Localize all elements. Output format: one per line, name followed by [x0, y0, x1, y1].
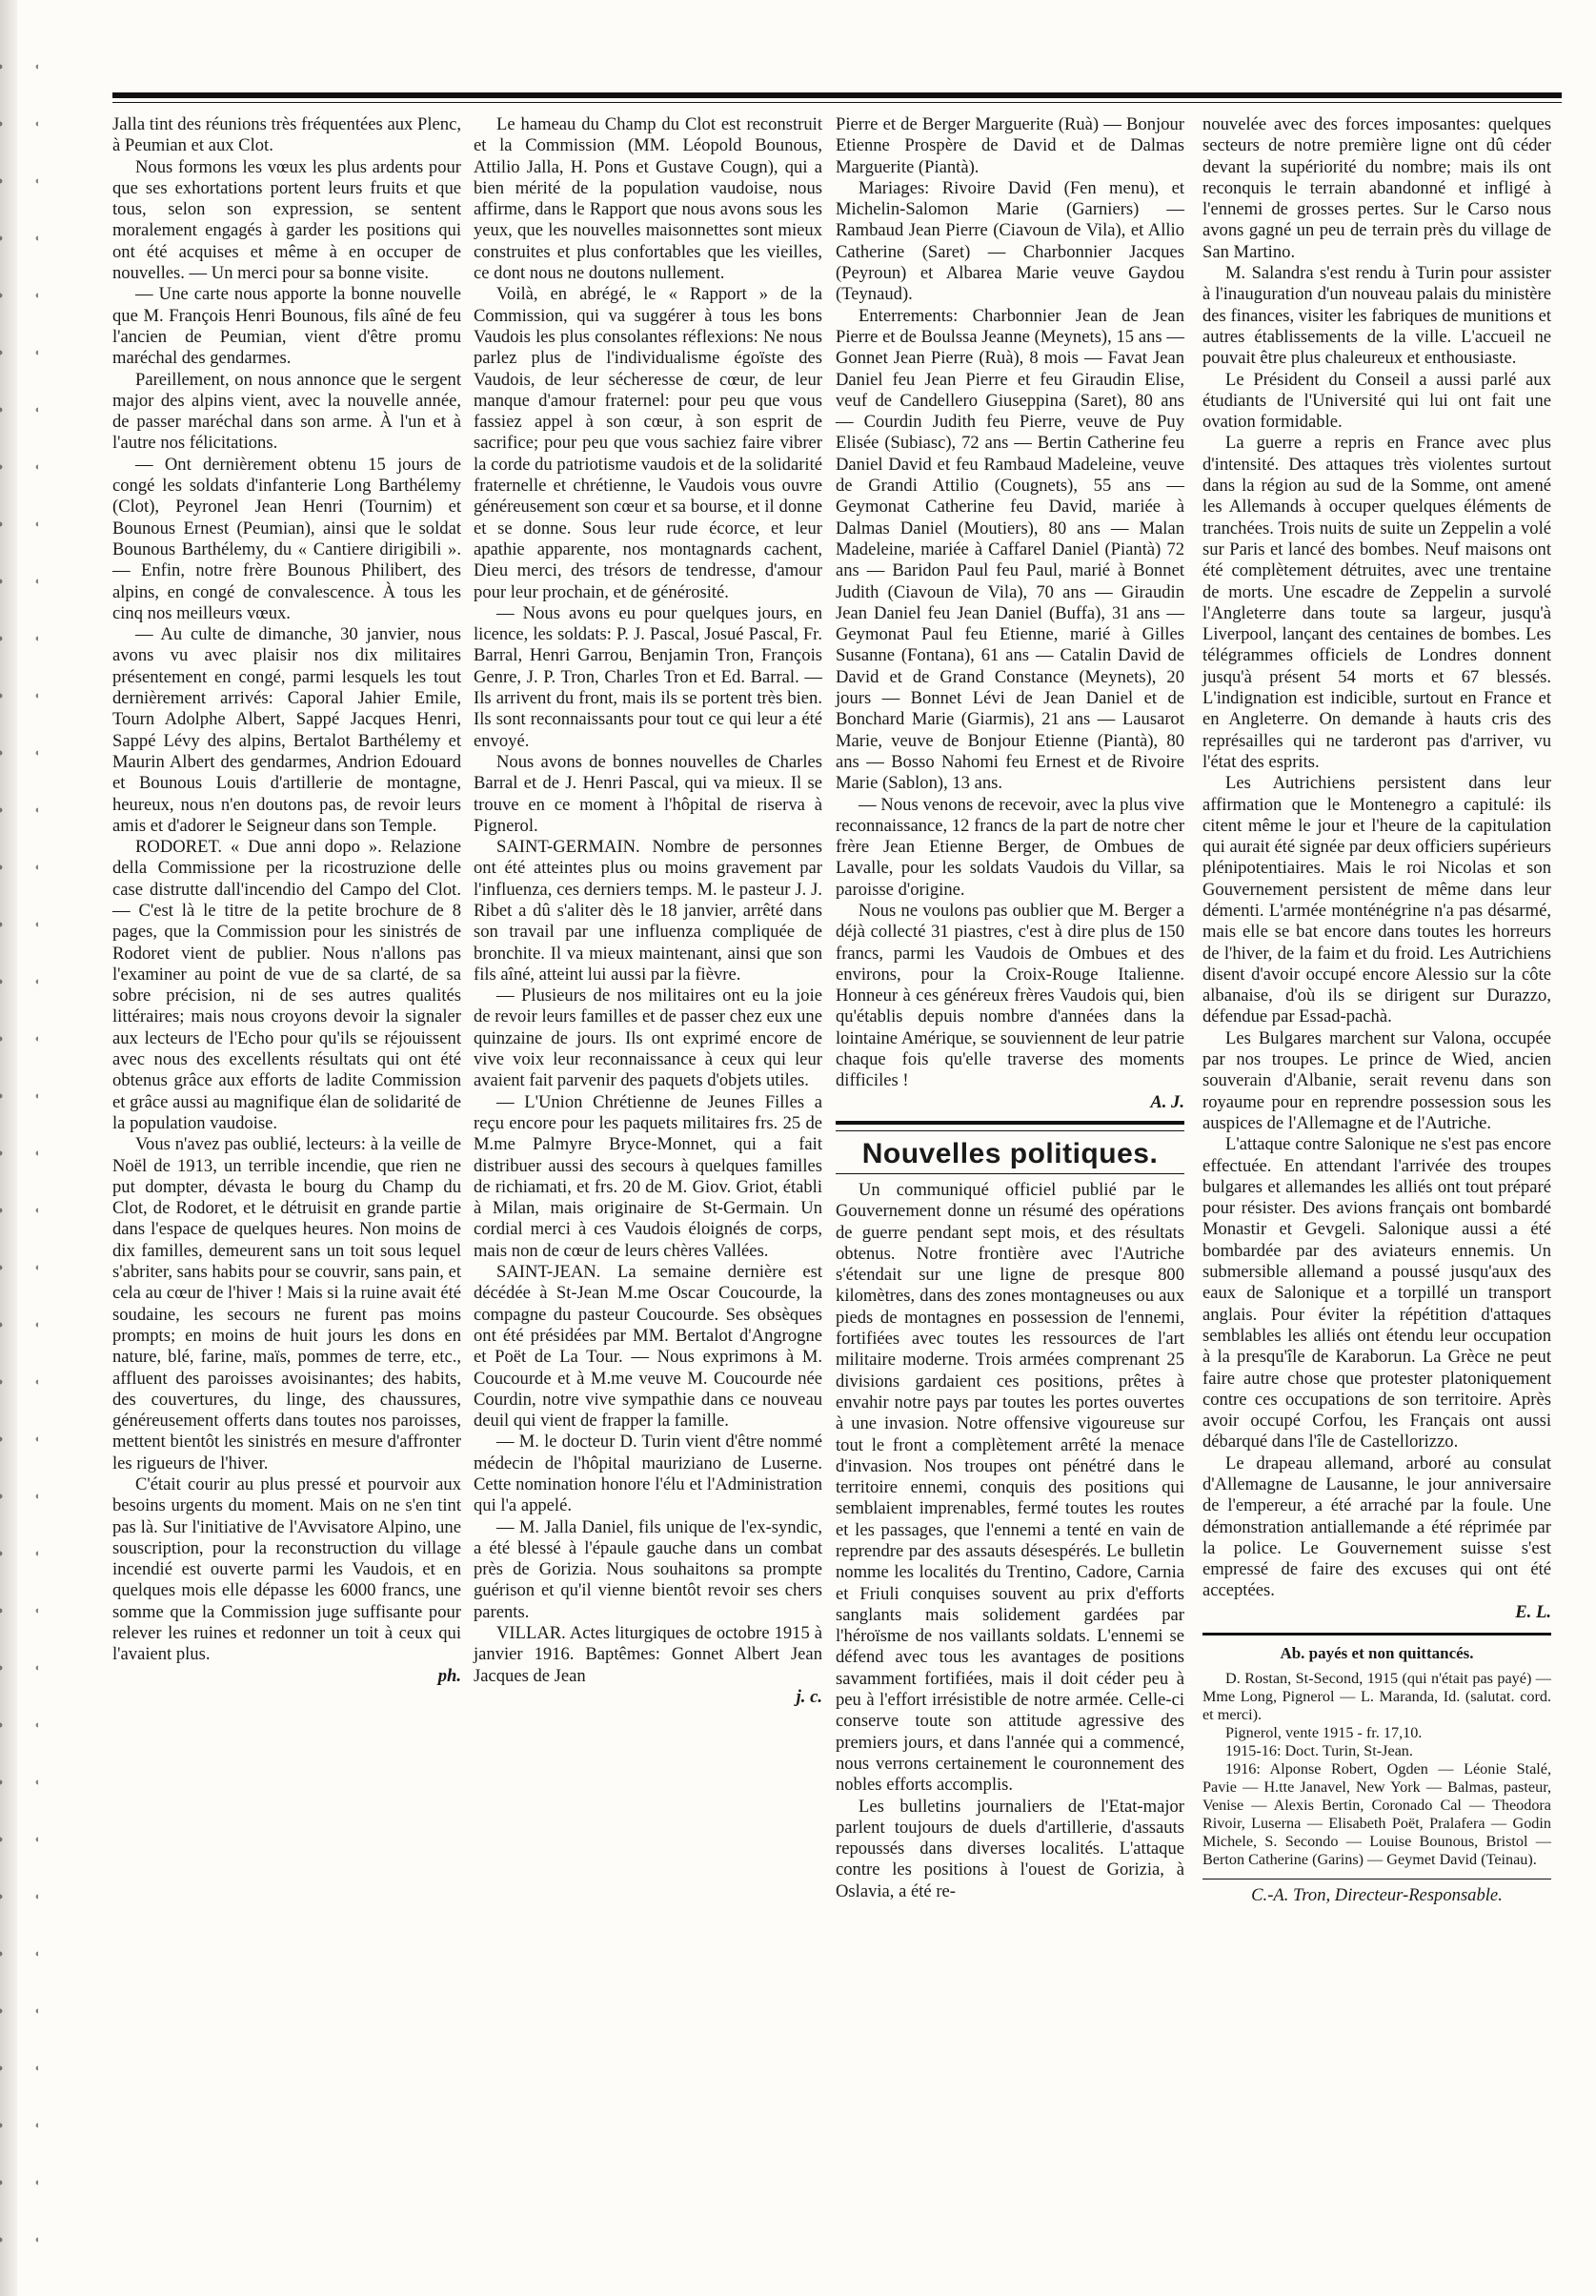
column-1 — [112, 114, 461, 1687]
column-2 — [474, 114, 822, 1708]
paragraph: Les Autrichiens persistent dans leur affirmation que le Montenegro a capitulé: ils citent même le jour et l'heure de la capitulation qui aurait été signée par deux officiers supérieurs plénipotentiaires. Mais le roi Nicolas et son Gouvernement persistent de même dans leur démenti. L'armée monténégrine n'a pas désarmé, mais elle se bat encore dans toutes les horreurs de l'hiver, de la faim et du froid. Les Autrichiens disent d'avoir occupé encore Alessio sur la côte albanaise, d'où ils se dirigent sur Durazzo, défendue par Essad-pachà. — [1202, 773, 1551, 1027]
column-3-political-news — [836, 1180, 1184, 1902]
subscriptions-list — [1202, 1670, 1551, 1869]
paragraph: SAINT-GERMAIN. Nombre de personnes ont été atteintes plus ou moins gravement par l'influenza, ces derniers temps. M. le pasteur J. J. Ribet a dû s'aliter dès le 18 janvier, arrêté dans son travail par une influenza compliquée de bronchite. Il va mieux maintenant, ainsi que son fils aîné, atteint lui aussi par la fièvre. — [474, 837, 822, 985]
paragraph: Voilà, en abrégé, le « Rapport » de la Commission, qui va suggérer à tous les bons Vaudois les plus consolantes réflexions: Ne nous parlez plus de l'individualisme égoïste des Vaudois, de leur sécheresse de cœur, de leur manque d'amour fraternel: pour peu que vous fassiez appel à son cœur, à son esprit de sacrifice; pour peu que vous sachiez faire vibrer la corde du patriotisme vaudois et de la solidarité fraternelle et chrétienne, le Vaudois vous ouvre généreusement son cœur et sa bourse, et il donne et se donne. Sous leur rude écorce, et leur apathie apparente, nos montagnards cachent, Dieu merci, des trésors de tendresse, d'amour pour leur prochain, et de générosité. — [474, 284, 822, 602]
subscriptions-header: Ab. payés et non quittancés. — [1202, 1633, 1551, 1664]
paragraph: Enterrements: Charbonnier Jean de Jean Pierre et de Boulssa Jeanne (Meynets), 15 ans — Gonnet Jean Pierre (Ruà), 8 mois — Favat Jean Daniel feu Jean Pierre et feu Giraudin Elise, veuf de Candellero Giuseppina (Saret), 80 ans — Courdin Judith feu Pierre, veuve de Puy Elisée (Subiasc), 72 ans — Bertin Catherine feu Daniel David et feu Rambaud Madeleine, veuve de Grandi Attilio (Cougnets), 55 ans — Geymonat Catherine feu David, mariée à Dalmas Daniel (Moutiers), 80 ans — Malan Madeleine, mariée à Caffarel Daniel (Piantà) 72 ans — Baridon Paul feu Paul, marié à Bonnet Judith (Ciavoun de Vila), 70 ans — Giraudin Jean Daniel feu Jean Daniel (Buffa), 31 ans — Geymonat Paul feu Etienne, marié à Gilles Susanne (Fontana), 61 ans — Catalin David de David et de Grand Constance (Meynets), 20 jours — Bonnet Lévi de Jean Daniel et de Bonchard Marie (Giarmis), 21 ans — Lausarot Marie, veuve de Bonjour Etienne (Piantà), 80 ans — Bosso Nahomi feu Ernest et de Rivoire Marie (Sablon), 13 ans. — [836, 305, 1184, 794]
paragraph: Pareillement, on nous annonce que le sergent major des alpins vient, avec la nouvelle année, de passer maréchal dans son arme. À l'un et à l'autre nos félicitations. — [112, 369, 461, 454]
paragraph: Le Président du Conseil a aussi parlé aux étudiants de l'Université qui lui ont fait une ovation formidable. — [1202, 369, 1551, 433]
subscription-line: D. Rostan, St-Second, 1915 (qui n'était pas payé) — Mme Long, Pignerol — L. Maranda, Id. (salutat. cord. et merci). — [1202, 1670, 1551, 1724]
subscription-line: Pignerol, vente 1915 - fr. 17,10. — [1225, 1724, 1423, 1742]
binding-holes — [0, 38, 38, 2268]
footer-editor: C.-A. Tron, Directeur-Responsable. — [1202, 1879, 1551, 1906]
paragraph: — M. Jalla Daniel, fils unique de l'ex-syndic, a été blessé à l'épaule gauche dans un combat près de Gorizia. Nous souhaitons sa prompte guérison et qu'il vienne bientôt revoir ses chers parents. — [474, 1516, 822, 1622]
signature: E. L. — [1515, 1601, 1551, 1622]
paragraph: Le hameau du Champ du Clot est reconstruit et la Commission (MM. Léopold Bounous, Attilio Jalla, H. Pons et Gustave Cougn), qui a bien mérité de la population vaudoise, nous affirme, dans le Rapport que nous avons sous les yeux, que les nouvelles maisonnettes sont mieux construites et plus confortables que les vieilles, ce dont nous ne doutons nullement. — [474, 114, 822, 284]
paragraph: C'était courir au plus pressé et pourvoir aux besoins urgents du moment. Mais on ne s'en tint pas là. Sur l'initiative de l'Avvisatore Alpino, une souscription, pour la reconstruction du village incendié est ouverte parmi les Vaudois, et en quelques mois elle dépasse les 6000 francs, une somme que la Commission juge suffisante pour relever les ruines et redonner un toit à ceux qui l'avaient plus. — [112, 1474, 461, 1665]
column-3 — [836, 114, 1184, 1902]
paragraph: Jalla tint des réunions très fréquentées aux Plenc, à Peumian et aux Clot. — [112, 114, 461, 156]
paragraph: Un communiqué officiel publié par le Gouvernement donne un résumé des opérations de guerre pendant sept mois, et des résultats obtenus. Notre frontière avec l'Autriche s'étendait sur une ligne de presque 800 kilomètres, dans des zones montagneuses ou aux pieds de montagnes en possession de l'ennemi, fortifiées avec toutes les ressources de l'art militaire moderne. Trois armées comprenant 25 divisions gardaient ces positions, prêtes à envahir notre pays par toutes les portes ouvertes à une invasion. Notre offensive vigoureuse sur tout le front a complètement arrêté la menace d'invasion. Nos troupes ont pénétré dans le territoire ennemi, conquis des positions qui semblaient imprenables, fermé toutes les routes et les passages, que l'ennemi a tenté en vain de reprendre par des assauts désespérés. Le bulletin nomme les localités du Trentino, Cadore, Carnia et Friuli conquises souvent au prix d'efforts sanglants mais solidement gardées par l'héroïsme de nos vaillants soldats. L'ennemi se défend avec tous les avantages de positions savamment fortifiées, mais il doit céder peu à peu à l'effort irrésistible de notre armée. Celle-ci conserve toute son attitude agressive des premiers jours, et dans l'année qui a commencé, nous verrons certainement le couronnement des nobles efforts accomplis. — [836, 1179, 1184, 1796]
subscription-line: 1915-16: Doct. Turin, St-Jean. — [1225, 1742, 1413, 1760]
column-3-parish-news — [836, 114, 1184, 1113]
paragraph: — Plusieurs de nos militaires ont eu la joie de revoir leurs familles et de passer chez eux une quinzaine de jours. Ils ont exprimé encore de vive voix leur reconnaissance à ceux qui leur avaient fait parvenir des paquets d'objets utiles. — [474, 985, 822, 1091]
signature: ph. — [437, 1665, 461, 1686]
paragraph: — Ont dernièrement obtenu 15 jours de congé les soldats d'infanterie Long Barthélemy (Clot), Peyronel Jean Henri (Tournim) et Bounous Ernest (Peumian), ainsi que le soldat Bounous Barthélemy, du « Cantiere dirigibili ». — Enfin, notre frère Bounous Philibert, des alpins, en congé de convalescence. À tous les cinq nos meilleurs vœux. — [112, 454, 461, 623]
paragraph: Les bulletins journaliers de l'Etat-major parlent toujours de duels d'artillerie, d'assauts repoussés dans diverses localités. L'attaque contre les positions à l'ouest de Gorizia, à Oslavia, a été re- — [836, 1796, 1184, 1901]
paragraph: Nous avons de bonnes nouvelles de Charles Barral et de J. Henri Pascal, qui va mieux. Il se trouve en ce moment à l'hôpital de riserva à Pignerol. — [474, 751, 822, 836]
paragraph: Nous ne voulons pas oublier que M. Berger a déjà collecté 31 piastres, c'est à dire plus de 150 francs, parmi les Vaudois de Ombues et des environs, pour la Croix-Rouge Italienne. Honneur à ces généreux frères Vaudois qui, bien qu'établis depuis nombre d'années dans la lointaine Amérique, se souviennent de leur patrie chaque fois qu'elle traverse des moments difficiles ! — [836, 900, 1184, 1091]
paragraph: — Une carte nous apporte la bonne nouvelle que M. François Henri Bounous, fils aîné de feu l'ancien de Peumian, vient d'être promu maréchal des gendarmes. — [112, 284, 461, 369]
paragraph: Vous n'avez pas oublié, lecteurs: à la veille de Noël de 1913, un terrible incendie, que rien ne put dompter, dévasta le bourg du Champ du Clot, de Rodoret, et le détruisit en grande partie dans l'espace de quelques heures. Non moins de dix familles, demeurent sans un toit sous lequel s'abriter, sans habits pour se couvrir, sans pain, et cela au cœur de l'hiver ! Mais si la ruine avait été soudaine, les secours ne furent pas moins prompts; en moins de huit jours les dons en nature, blé, farine, maïs, pommes de terre, etc., affluent des paroisses avoisinantes; des habits, des couvertures, du linge, des chaussures, généreusement offerts dans toutes nos paroisses, mettent bientôt les sinistrés en mesure d'affronter les rigueurs de l'hiver. — [112, 1134, 461, 1473]
signature: j. c. — [796, 1686, 822, 1707]
paragraph: M. Salandra s'est rendu à Turin pour assister à l'inauguration d'un nouveau palais du ministère des finances, visiter les fabriques de munitions et autres établissements de la ville. L'accueil ne pouvait être plus chaleureux et enthousiaste. — [1202, 263, 1551, 369]
paragraph: Nous formons les vœux les plus ardents pour que ses exhortations portent leurs fruits et que tous, selon son expression, se sentent moralement engagés à garder les positions qui ont été acquises et même à en occuper de nouvelles. — Un merci pour sa bonne visite. — [112, 156, 461, 284]
signature: A. J. — [1150, 1091, 1184, 1112]
column-4 — [1202, 114, 1551, 1907]
section-title: Nouvelles politiques. — [836, 1130, 1184, 1173]
paragraph: Les Bulgares marchent sur Valona, occupée par nos troupes. Le prince de Wied, ancien souverain d'Albanie, serait revenu dans son royaume pour en reprendre possession sous les auspices de l'Allemagne et de l'Autriche. — [1202, 1027, 1551, 1133]
subscription-line: 1916: Alponse Robert, Ogden — Léonie Stalé, Pavie — H.tte Janavel, New York — Balmas, pasteur, Venise — Alexis Bertin, Coronado Cal — Theodora Rivoir, Luserna — Elisabeth Poët, Pralafera — Godin Michele, S. Secondo — Louise Bounous, Bristol — Berton Catherine (Garins) — Geymet David (Teinau). — [1202, 1760, 1551, 1869]
top-rule — [112, 92, 1562, 98]
paragraph: Pierre et de Berger Marguerite (Ruà) — Bonjour Etienne Prospère de David et de Dalmas Marguerite (Piantà). — [836, 114, 1184, 177]
paragraph: L'attaque contre Salonique ne s'est pas encore effectuée. En attendant l'arrivée des troupes bulgares et allemandes les alliés ont tout préparé pour résister. Des avions français ont bombardé Monastir et Gevgeli. Salonique aussi a été bombardée par des aviateurs ennemis. Un submersible allemand a poussé jusqu'aux des eaux de Salonique et a torpillé un transport anglais. Pour éviter la répétition d'attaques semblables les alliés ont étendu leur occupation à la presqu'île de Karaborun. La Grèce ne peut faire autre chose que protester platoniquement contre ces occupations de son territoire. Après avoir occupé Corfou, les Français ont aussi débarqué dans l'île de Castellorizzo. — [1202, 1134, 1551, 1453]
paragraph: Le drapeau allemand, arboré au consulat d'Allemagne de Lausanne, le jour anniversaire de l'empereur, a été arraché par la foule. Une démonstration antiallemande a été réprimée par la police. Le Gouvernement suisse s'est empressé de faire des excuses qui ont été acceptées. — [1202, 1453, 1551, 1601]
paragraph: — M. le docteur D. Turin vient d'être nommé médecin de l'hôpital mauriziano de Luserne. Cette nomination honore l'élu et l'Administration qui l'a appelé. — [474, 1432, 822, 1516]
column-4-political-news — [1202, 114, 1551, 1623]
paragraph: VILLAR. Actes liturgiques de octobre 1915 à janvier 1916. Baptêmes: Gonnet Albert Jean Jacques de Jean — [474, 1623, 822, 1686]
paragraph: — Nous avons eu pour quelques jours, en licence, les soldats: P. J. Pascal, Josué Pascal, Fr. Barral, Henri Garrou, Benjamin Tron, François Genre, J. P. Tron, Charles Tron et Ed. Barral. — Ils arrivent du front, mais ils se portent très bien. Ils sont reconnaissants pour tout ce qui leur a été envoyé. — [474, 602, 822, 751]
paragraph: RODORET. « Due anni dopo ». Relazione della Commissione per la ricostruzione delle case distrutte dall'incendio del Campo del Clot. — C'est là le titre de la petite brochure de 8 pages, que la Commission pour les sinistrés de Rodoret vient de publier. Nous n'allons pas l'examiner au point de vue de sa clarté, de sa sobre précision, ni de ses autres qualités littéraires; mais nous croyons devoir la signaler aux lecteurs de l'Echo pour qu'ils se réjouissent avec nous des excellents résultats qui ont été obtenus grâce aux efforts de ladite Commission et grâce aussi au magnifique élan de solidarité de la population vaudoise. — [112, 837, 461, 1133]
paragraph: La guerre a repris en France avec plus d'intensité. Des attaques très violentes surtout dans la région au sud de la Somme, ont amené les Allemands à occuper quelques éléments de tranchées. Trois nuits de suite un Zeppelin a volé sur Paris et lancé des bombes. Neuf maisons ont été complètement détruites, avec une trentaine de morts. Une escadre de Zeppelin a survolé l'Angleterre dans toute sa largeur, jusqu'à Liverpool, lançant des centaines de bombes. Les télégrammes officiels de Londres donnent jusqu'à présent 54 morts et 67 blessés. L'indignation est indicible, surtout en France et en Angleterre. On demande à hauts cris des représailles qui ne tarderont pas d'arriver, vu l'état des esprits. — [1202, 433, 1551, 772]
paragraph: SAINT-JEAN. La semaine dernière est décédée à St-Jean M.me Oscar Coucourde, la compagne du pasteur Coucourde. Ses obsèques ont été présidées par MM. Bertalot d'Angrogne et Poët de La Tour. — Nous exprimons à M. Coucourde et à M.me veuve M. Coucourde née Courdin, notre vive sympathie dans ce nouveau deuil qui vient de frapper la famille. — [474, 1262, 822, 1432]
top-rule-thin — [112, 102, 1562, 103]
paragraph: — Au culte de dimanche, 30 janvier, nous avons vu avec plaisir nos dix militaires présentement en congé, parmi lesquels les tout dernièrement arrivés: Caporal Jahier Emile, Tourn Adolphe Albert, Sappé Jacques Henri, Sappé Lévy des alpins, Bertalot Barthélemy et Maurin Albert des gendarmes, Andrion Edouard et Bounous Louis d'artillerie de montagne, heureux, nous n'en doutons pas, de revoir leurs amis et d'adorer le Seigneur dans son Temple. — [112, 624, 461, 836]
paragraph: Mariages: Rivoire David (Fen menu), et Michelin-Salomon Marie (Garniers) — Rambaud Jean Pierre (Ciavoun de Vila), et Allio Catherine (Saret) — Charbonnier Jacques (Peyroun) et Albarea Marie veuve Gaydou (Teynaud). — [836, 177, 1184, 305]
section-header — [836, 1121, 1184, 1174]
paragraph: — L'Union Chrétienne de Jeunes Filles a reçu encore pour les paquets militaires frs. 25 de M.me Palmyre Bryce-Monnet, qui a fait distribuer aussi des secours à quelques familles de richiamati, et frs. 20 de M. Giov. Griot, établi à Milan, mais originaire de St-Germain. Un cordial merci à ces Vaudois éloignés de corps, mais non de cœur de leurs chères Vallées. — [474, 1091, 822, 1261]
paragraph: nouvelée avec des forces imposantes: quelques secteurs de notre première ligne ont dû céder devant la supériorité du nombre; mais ils ont reconquis le terrain abandonné et infligé à l'ennemi de grosses pertes. Sur le Carso nous avons gagné un peu de terrain près du village de San Martino. — [1202, 114, 1551, 262]
paragraph: — Nous venons de recevoir, avec la plus vive reconnaissance, 12 francs de la part de notre cher frère Jean Etienne Berger, de Ombues de Lavalle, pour les soldats Vaudois du Villar, sa paroisse d'origine. — [836, 794, 1185, 900]
